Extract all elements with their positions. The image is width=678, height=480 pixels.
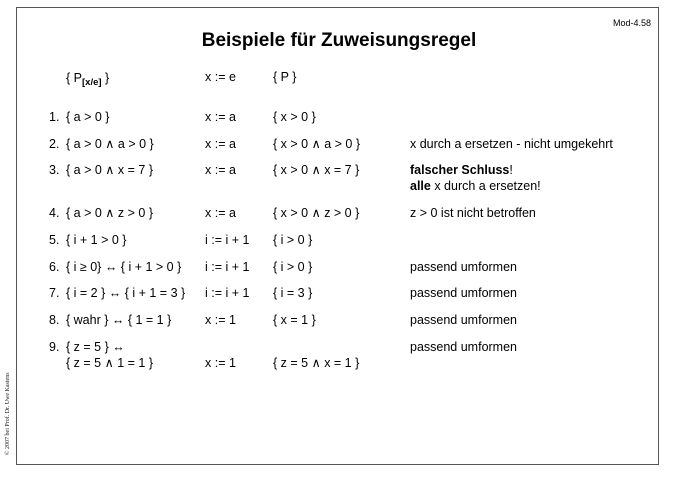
row-7-postcondition: { i = 3 }	[273, 286, 313, 300]
header-assignment: x := e	[205, 70, 236, 84]
row-2-number: 2.	[49, 137, 60, 151]
row-7-precondition: { i = 2 } ↔ { i + 1 = 3 }	[66, 286, 186, 300]
row-5-number: 5.	[49, 233, 60, 247]
row-4-number: 4.	[49, 206, 60, 220]
row-1-postcondition: { x > 0 }	[273, 110, 316, 124]
row-7-number: 7.	[49, 286, 60, 300]
row-9-precondition-line1: { z = 5 } ↔	[66, 340, 125, 354]
row-5-assignment: i := i + 1	[205, 233, 250, 247]
row-3-comment-bold-2: alle	[410, 179, 431, 193]
row-6-precondition: { i ≥ 0} ↔ { i + 1 > 0 }	[66, 260, 182, 274]
row-3-number: 3.	[49, 163, 60, 177]
row-7-comment: passend umformen	[410, 286, 518, 300]
row-6-postcondition: { i > 0 }	[273, 260, 313, 274]
row-9-comment: passend umformen	[410, 340, 518, 354]
row-2-comment: x durch a ersetzen - nicht umgekehrt	[410, 137, 613, 151]
row-5-precondition: { i + 1 > 0 }	[66, 233, 127, 247]
row-3-comment-rest-2: x durch a ersetzen!	[430, 179, 541, 193]
row-3-comment-rest-1: !	[509, 163, 513, 177]
row-2-precondition: { a > 0 ∧ a > 0 }	[66, 137, 154, 151]
row-6-assignment: i := i + 1	[205, 260, 250, 274]
row-6-comment: passend umformen	[410, 260, 518, 274]
row-3-assignment: x := a	[205, 163, 236, 177]
row-6-number: 6.	[49, 260, 60, 274]
row-9-precondition-line2: { z = 5 ∧ 1 = 1 }	[66, 356, 153, 370]
row-4-assignment: x := a	[205, 206, 236, 220]
slide-title: Beispiele für Zuweisungsregel	[201, 30, 477, 51]
row-3-precondition: { a > 0 ∧ x = 7 }	[66, 163, 153, 177]
row-1-precondition: { a > 0 }	[66, 110, 110, 124]
row-8-precondition: { wahr } ↔ { 1 = 1 }	[66, 313, 172, 327]
row-2-assignment: x := a	[205, 137, 236, 151]
row-3-comment-bold-1: falscher Schluss	[410, 163, 510, 177]
row-7-assignment: i := i + 1	[205, 286, 250, 300]
copyright-note: © 2007 bei Prof. Dr. Uwe Kastens	[5, 372, 11, 455]
row-5-postcondition: { i > 0 }	[273, 233, 313, 247]
row-3-postcondition: { x > 0 ∧ x = 7 }	[273, 163, 360, 177]
row-3-comment-line2	[410, 179, 541, 194]
header-pre-close: }	[101, 71, 110, 85]
header-postcondition: { P }	[273, 70, 297, 84]
row-4-comment: z > 0 ist nicht betroffen	[410, 206, 536, 220]
row-9-number: 9.	[49, 340, 60, 354]
row-1-number: 1.	[49, 110, 60, 124]
header-pre-open: { P	[66, 71, 82, 85]
row-9-assignment: x := 1	[205, 356, 236, 370]
row-8-assignment: x := 1	[205, 313, 236, 327]
row-9-postcondition: { z = 5 ∧ x = 1 }	[273, 356, 360, 370]
row-8-comment: passend umformen	[410, 313, 518, 327]
row-2-postcondition: { x > 0 ∧ a > 0 }	[273, 137, 360, 151]
header-precondition	[66, 71, 109, 87]
row-3-comment-line1	[410, 163, 513, 178]
row-1-assignment: x := a	[205, 110, 236, 124]
row-8-postcondition: { x = 1 }	[273, 313, 316, 327]
row-4-precondition: { a > 0 ∧ z > 0 }	[66, 206, 153, 220]
slide-id: Mod-4.58	[612, 18, 651, 28]
row-4-postcondition: { x > 0 ∧ z > 0 }	[273, 206, 360, 220]
row-8-number: 8.	[49, 313, 60, 327]
header-pre-sub: [x/e]	[82, 77, 102, 88]
